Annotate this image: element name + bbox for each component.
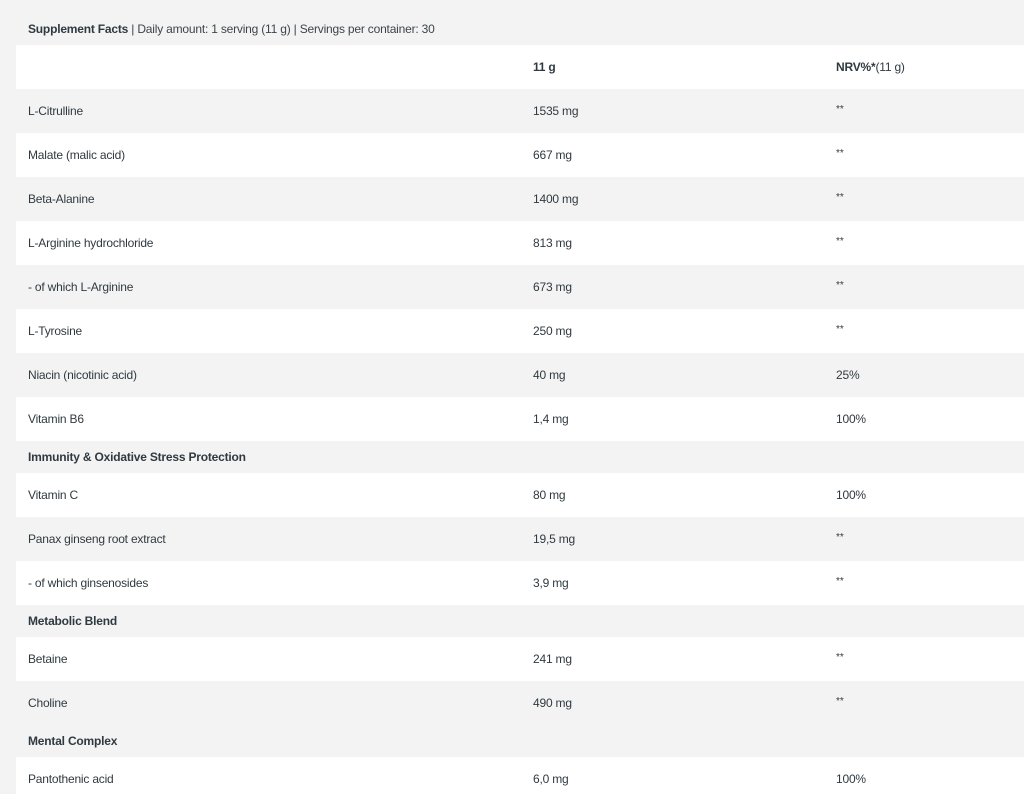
ingredient-nrv bbox=[836, 265, 844, 309]
table-caption bbox=[28, 22, 435, 36]
section-title: Metabolic Blend bbox=[28, 614, 118, 628]
caption-title: Supplement Facts bbox=[28, 22, 129, 36]
ingredient-amount: 1535 mg bbox=[533, 104, 579, 118]
ingredient-name: - of which L-Arginine bbox=[28, 280, 134, 294]
ingredient-name: Panax ginseng root extract bbox=[28, 532, 166, 546]
ingredient-amount: 1,4 mg bbox=[533, 412, 569, 426]
section-title: Immunity & Oxidative Stress Protection bbox=[28, 450, 246, 464]
ingredient-nrv bbox=[836, 473, 866, 517]
nrv-value: ** bbox=[836, 323, 844, 335]
nrv-value: ** bbox=[836, 279, 844, 291]
section-header-row bbox=[16, 441, 1024, 473]
table-row bbox=[16, 681, 1024, 725]
section-title: Mental Complex bbox=[28, 734, 118, 748]
ingredient-nrv bbox=[836, 681, 844, 725]
table-row bbox=[16, 473, 1024, 517]
nrv-value: 100% bbox=[836, 772, 866, 786]
supplement-facts-table bbox=[16, 45, 1024, 794]
ingredient-amount: 813 mg bbox=[533, 236, 572, 250]
ingredient-name: Vitamin B6 bbox=[28, 412, 84, 426]
table-row bbox=[16, 177, 1024, 221]
ingredient-nrv bbox=[836, 637, 844, 681]
ingredient-name: Vitamin C bbox=[28, 488, 78, 502]
table-row bbox=[16, 353, 1024, 397]
nrv-value: ** bbox=[836, 191, 844, 203]
ingredient-amount: 40 mg bbox=[533, 368, 566, 382]
table-row bbox=[16, 517, 1024, 561]
ingredient-name: L-Arginine hydrochloride bbox=[28, 236, 154, 250]
ingredient-nrv bbox=[836, 757, 866, 794]
nrv-value: ** bbox=[836, 103, 844, 115]
table-row bbox=[16, 221, 1024, 265]
ingredient-amount: 80 mg bbox=[533, 488, 566, 502]
table-row bbox=[16, 89, 1024, 133]
ingredient-name: L-Tyrosine bbox=[28, 324, 83, 338]
ingredient-amount: 250 mg bbox=[533, 324, 572, 338]
ingredient-amount: 6,0 mg bbox=[533, 772, 569, 786]
ingredient-name: - of which ginsenosides bbox=[28, 576, 149, 590]
ingredient-amount: 3,9 mg bbox=[533, 576, 569, 590]
nrv-value: 25% bbox=[836, 368, 860, 382]
ingredient-amount: 241 mg bbox=[533, 652, 572, 666]
ingredient-nrv bbox=[836, 561, 844, 605]
ingredient-amount: 667 mg bbox=[533, 148, 572, 162]
nrv-value: ** bbox=[836, 695, 844, 707]
table-row bbox=[16, 309, 1024, 353]
ingredient-amount: 673 mg bbox=[533, 280, 572, 294]
ingredient-nrv bbox=[836, 89, 844, 133]
table-row bbox=[16, 397, 1024, 441]
table-body bbox=[16, 89, 1024, 794]
ingredient-name: Choline bbox=[28, 696, 68, 710]
ingredient-amount: 19,5 mg bbox=[533, 532, 575, 546]
ingredient-nrv bbox=[836, 353, 859, 397]
ingredient-amount: 490 mg bbox=[533, 696, 572, 710]
nrv-value: ** bbox=[836, 531, 844, 543]
ingredient-name: Niacin (nicotinic acid) bbox=[28, 368, 137, 382]
section-header-row bbox=[16, 725, 1024, 757]
nrv-value: ** bbox=[836, 235, 844, 247]
nrv-value: ** bbox=[836, 651, 844, 663]
ingredient-nrv bbox=[836, 221, 844, 265]
table-header-row bbox=[16, 45, 1024, 89]
header-amount: 11 g bbox=[533, 60, 556, 74]
ingredient-name: Malate (malic acid) bbox=[28, 148, 125, 162]
ingredient-name: L-Citrulline bbox=[28, 104, 83, 118]
table-row bbox=[16, 637, 1024, 681]
ingredient-name: Beta-Alanine bbox=[28, 192, 95, 206]
table-row bbox=[16, 561, 1024, 605]
ingredient-nrv bbox=[836, 517, 844, 561]
ingredient-nrv bbox=[836, 397, 866, 441]
nrv-value: 100% bbox=[836, 488, 866, 502]
ingredient-amount: 1400 mg bbox=[533, 192, 579, 206]
ingredient-nrv bbox=[836, 309, 844, 353]
header-nrv bbox=[836, 45, 905, 89]
ingredient-nrv bbox=[836, 177, 844, 221]
header-nrv-label: NRV%* bbox=[836, 60, 876, 74]
table-row bbox=[16, 133, 1024, 177]
nrv-value: ** bbox=[836, 575, 844, 587]
ingredient-name: Betaine bbox=[28, 652, 68, 666]
nrv-value: ** bbox=[836, 147, 844, 159]
table-row bbox=[16, 265, 1024, 309]
section-header-row bbox=[16, 605, 1024, 637]
nrv-value: 100% bbox=[836, 412, 866, 426]
ingredient-nrv bbox=[836, 133, 844, 177]
header-nrv-serving: (11 g) bbox=[875, 60, 905, 74]
caption-details: | Daily amount: 1 serving (11 g) | Servings per container: 30 bbox=[128, 22, 435, 36]
table-row bbox=[16, 757, 1024, 794]
ingredient-name: Pantothenic acid bbox=[28, 772, 114, 786]
